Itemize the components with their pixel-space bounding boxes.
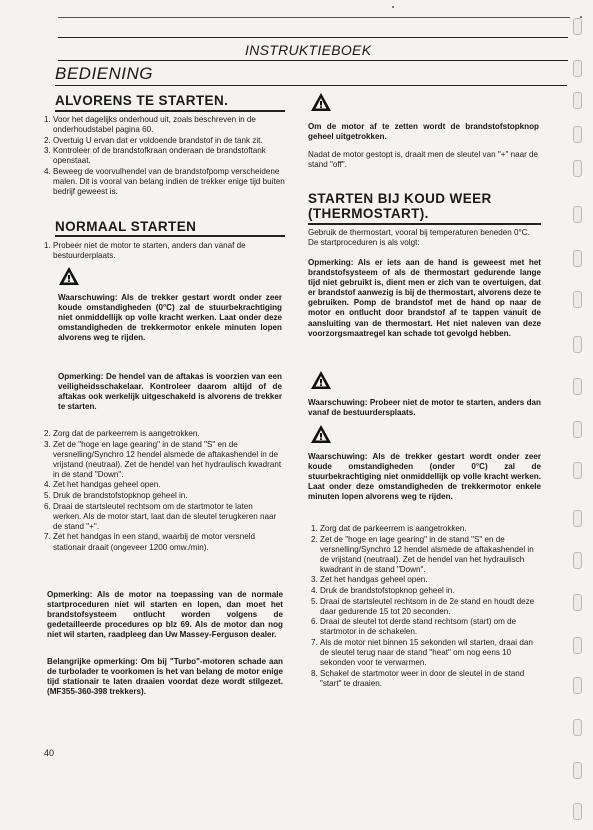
list-item: 2. Zet de "hoge en lage gearing" in de stand "S" en de versnelling/Synchro 12 hendel alsmede de aftakashendel in de vrijstand (neutraal). Zet de hendel van het hydraulisch kwadrant in de stand "Down". — [320, 535, 542, 575]
list-item: 1. Zorg dat de parkeerrem is aangetrokken. — [320, 524, 542, 534]
remark-pto-switch: Opmerking: De hendel van de aftakas is voorzien van een veiligheidsschakelaar. Kontroleer daarom altijd of de aftakas ook werkelijk uitgeschakeld is alvorens de trekker te starten. — [58, 372, 282, 412]
binder-ring — [573, 18, 582, 35]
normal-start-list — [39, 241, 285, 262]
heading-normal-start: NORMAAL STARTEN — [55, 219, 197, 234]
warning-icon — [58, 266, 80, 286]
binder-ring — [573, 126, 582, 143]
cold-start-intro: Gebruik de thermostart, vooral bij temperaturen beneden 0°C. De startproceduren is als volgt: — [308, 228, 530, 248]
list-item: 2. Zorg dat de parkeerrem is aangetrokken. — [53, 429, 283, 439]
binder-ring — [573, 462, 582, 479]
list-item: 7. Als de motor niet binnen 15 sekonden wil starten, draai dan de sleutel terug naar de stand "heat" om nog eens 10 sekonden voor te verwarmen. — [320, 638, 542, 668]
heading-rule — [55, 235, 285, 237]
list-item: 8. Schakel de startmotor weer in door de sleutel in de stand "start" te draaien. — [320, 669, 542, 689]
section-rule — [55, 85, 567, 86]
list-item: 1. Voor het dagelijks onderhoud uit, zoals beschreven in de onderhoudstabel pagina 60. — [53, 115, 285, 135]
binder-ring — [573, 552, 582, 569]
binder-ring — [573, 719, 582, 736]
remark-turbo: Belangrijke opmerking: Om bij "Turbo"-motoren schade aan de turbolader te voorkomen is het van belang de motor enige tijd stationair te laten draaien voordat deze wordt stilgezet. (MF355-360-398 trekkers). — [47, 657, 283, 697]
list-item: 7. Zet het handgas in een stand, waarbij de motor versneld stationair draait (ongeveer 1200 omw./min). — [53, 532, 283, 552]
heading-rule — [308, 223, 541, 225]
cold-start-remark: Opmerking: Als er iets aan de hand is geweest met het brandstofsysteem of als de thermostart gedurende lange tijd niet gebruikt is, dient men er zich van te overtuigen, dat er brandstof aanwezig is bij de thermostart, alvorens deze te gebruiken. Pomp de brandstof met de hand op naar de motor en ontlucht door brandstof af te tappen vanuit de aansluiting van de thermostart. Het niet naleven van deze voorzorgsmaatregel kan schade tot gevolgd hebben. — [308, 258, 541, 338]
dot-mark — [392, 6, 394, 8]
list-item: 4. Zet het handgas geheel open. — [53, 480, 283, 490]
header-rule-top — [58, 37, 568, 38]
binder-ring — [573, 60, 582, 77]
cold-start-steps — [306, 524, 542, 690]
warning-icon — [310, 370, 332, 390]
warning-cold-steering: Waarschuwing: Als de trekker gestart wordt onder zeer koude omstandigheden (onder 0°C) zal de stuurbekrachtiging niet onmiddellijk op volle kracht werken. Laat onder deze omstandigheden de trekkermotor enkele minuten lopen alvorens weg te rijden. — [308, 452, 541, 502]
list-item: 3. Kontroleer of de brandstofkraan onderaan de brandstoftank openstaat. — [53, 146, 285, 166]
binder-ring — [573, 378, 582, 395]
binder-ring — [573, 291, 582, 308]
binder-ring — [573, 510, 582, 527]
list-item: 3. Zet het handgas geheel open. — [320, 575, 542, 585]
heading-before-start: ALVORENS TE STARTEN. — [55, 93, 229, 108]
binder-ring — [573, 250, 582, 267]
warning-driver-seat: Waarschuwing: Probeer niet de motor te starten, anders dan vanaf de bestuurdersplaats. — [308, 398, 541, 418]
heading-cold-start: STARTEN BIJ KOUD WEER (THERMOSTART). — [308, 191, 492, 221]
top-rule — [58, 17, 570, 18]
binder-ring — [573, 677, 582, 694]
stop-engine-warning: Om de motor af te zetten wordt de brandstofstopknop geheel uitgetrokken. — [308, 122, 539, 142]
list-item: 1. Probeer niet de motor te starten, anders dan vanaf de bestuurderplaats. — [53, 241, 285, 261]
binder-ring — [573, 594, 582, 611]
heading-rule — [55, 110, 285, 112]
binder-ring — [573, 421, 582, 438]
normal-start-steps — [39, 429, 283, 553]
warning-icon — [310, 424, 332, 444]
list-item: 2. Overtuig U ervan dat er voldoende brandstof in de tank zit. — [53, 136, 285, 146]
list-item: 5. Draai de startsleutel rechtsom in de 2e stand en houdt deze daar gedurende 15 tot 20 seconden. — [320, 597, 542, 617]
binder-ring — [573, 206, 582, 223]
warning-cold-steering: Waarschuwing: Als de trekker gestart wordt onder zeer koude omstandigheden (0°C) zal de stuurbekrachtiging niet onmiddellijk op volle kracht werken. Laat onder deze omstandigheden de trekkermotor enkele minuten lopen alvorens weg te rijden. — [58, 293, 282, 343]
binder-ring — [573, 92, 582, 109]
list-item: 4. Druk de brandstofstopknop geheel in. — [320, 586, 542, 596]
list-item: 5. Druk de brandstofstopknop geheel in. — [53, 491, 283, 501]
before-start-list — [39, 115, 285, 198]
list-item: 6. Draai de startsleutel rechtsom om de startmotor te laten werken. Als de motor start, laat dan de sleutel terugkeren naar de stand "+". — [53, 502, 283, 532]
list-item: 3. Zet de "hoge en lage gearing" in de stand "S" en de versnelling/Synchro 12 hendel alsmede de aftakashendel in de vrijstand (neutraal). Zet de hendel van het hydraulisch kwadrant in de stand "Down". — [53, 440, 283, 480]
book-title: INSTRUKTIEBOEK — [245, 42, 372, 58]
warning-icon — [310, 92, 332, 112]
list-item: 6. Draai de sleutel tot derde stand rechtsom (start) om de startmotor in de schakelen. — [320, 617, 542, 637]
binder-ring — [573, 160, 582, 177]
remark-start-failure: Opmerking: Als de motor na toepassing van de normale startproceduren niet wil starten en lopen, dan moet het brandstofsysteem ontlucht worden volgens de gedetailleerde procedures op blz 69. Als de motor dan nog niet wil starten, raadpleeg dan Uw Massey-Ferguson dealer. — [47, 590, 283, 640]
after-stop-note: Nadat de motor gestopt is, draait men de sleutel van "+" naar de stand "off". — [308, 150, 539, 170]
header-rule-bottom — [58, 60, 568, 61]
list-item: 4. Beweeg de voorvulhendel van de brandstofpomp verscheidene malen. Dit is vooral van belang indien de trekker enige tijd buiten bedrijf geweest is. — [53, 167, 285, 197]
binder-ring — [573, 336, 582, 353]
binder-ring — [573, 637, 582, 654]
binder-ring — [573, 803, 582, 820]
page-number: 40 — [44, 748, 55, 758]
binder-ring — [573, 762, 582, 779]
section-title: BEDIENING — [55, 64, 154, 83]
